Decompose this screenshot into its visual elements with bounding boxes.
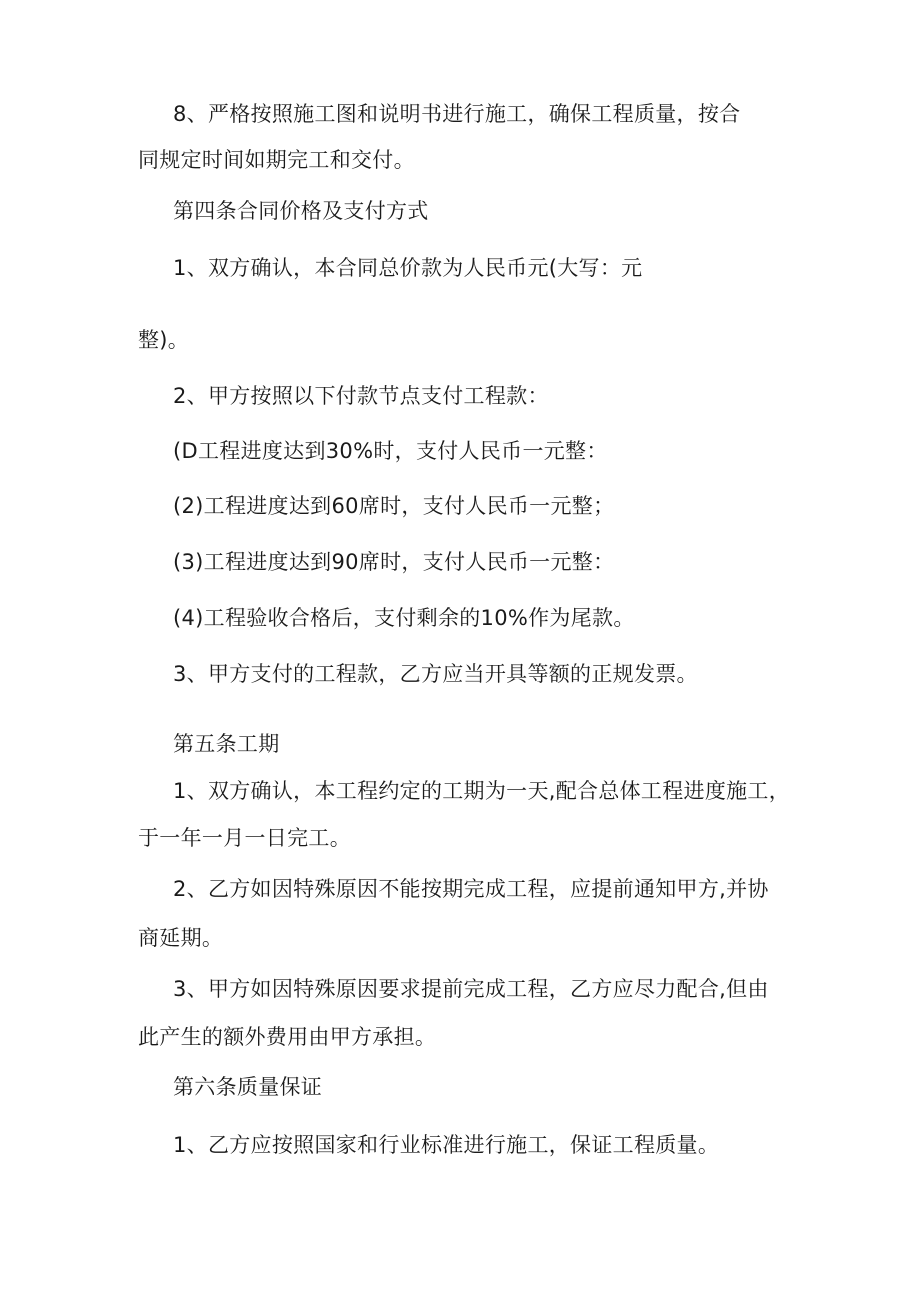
article-4-item-1-cont: 整)。 — [138, 328, 190, 352]
payment-node-1: (D工程进度达到30%时，支付人民币一元整： — [173, 439, 608, 463]
article-5-item-1-cont: 于一年一月一日完工。 — [138, 826, 351, 850]
article-4-item-3: 3、甲方支付的工程款，乙方应当开具等额的正规发票。 — [173, 662, 698, 686]
article-4-item-2: 2、甲方按照以下付款节点支付工程款： — [173, 384, 549, 408]
article-5-item-3-cont: 此产生的额外费用由甲方承担。 — [138, 1025, 437, 1049]
article-5-item-2-cont: 商延期。 — [138, 926, 224, 950]
article-6-item-1: 1、乙方应按照国家和行业标准进行施工，保证工程质量。 — [173, 1133, 720, 1157]
clause-3-item-8: 8、严格按照施工图和说明书进行施工，确保工程质量，按合 — [173, 102, 741, 126]
article-4-item-1: 1、双方确认，本合同总价款为人民币元(大写：元 — [173, 256, 643, 280]
article-4-heading: 第四条合同价格及支付方式 — [173, 199, 429, 223]
article-6-heading: 第六条质量保证 — [173, 1075, 323, 1099]
payment-node-4: (4)工程验收合格后，支付剩余的10%作为尾款。 — [173, 606, 635, 630]
article-5-heading: 第五条工期 — [173, 732, 280, 756]
payment-node-3: (3)工程进度达到90席时，支付人民币一元整： — [173, 550, 615, 574]
payment-node-2: (2)工程进度达到60席时，支付人民币一元整； — [173, 494, 615, 518]
article-5-item-2: 2、乙方如因特殊原因不能按期完成工程，应提前通知甲方,并协 — [173, 877, 769, 901]
article-5-item-3: 3、甲方如因特殊原因要求提前完成工程，乙方应尽力配合,但由 — [173, 977, 769, 1001]
article-5-item-1: 1、双方确认，本工程约定的工期为一天,配合总体工程进度施工， — [173, 779, 791, 803]
clause-3-item-8-cont: 同规定时间如期完工和交付。 — [138, 148, 415, 172]
